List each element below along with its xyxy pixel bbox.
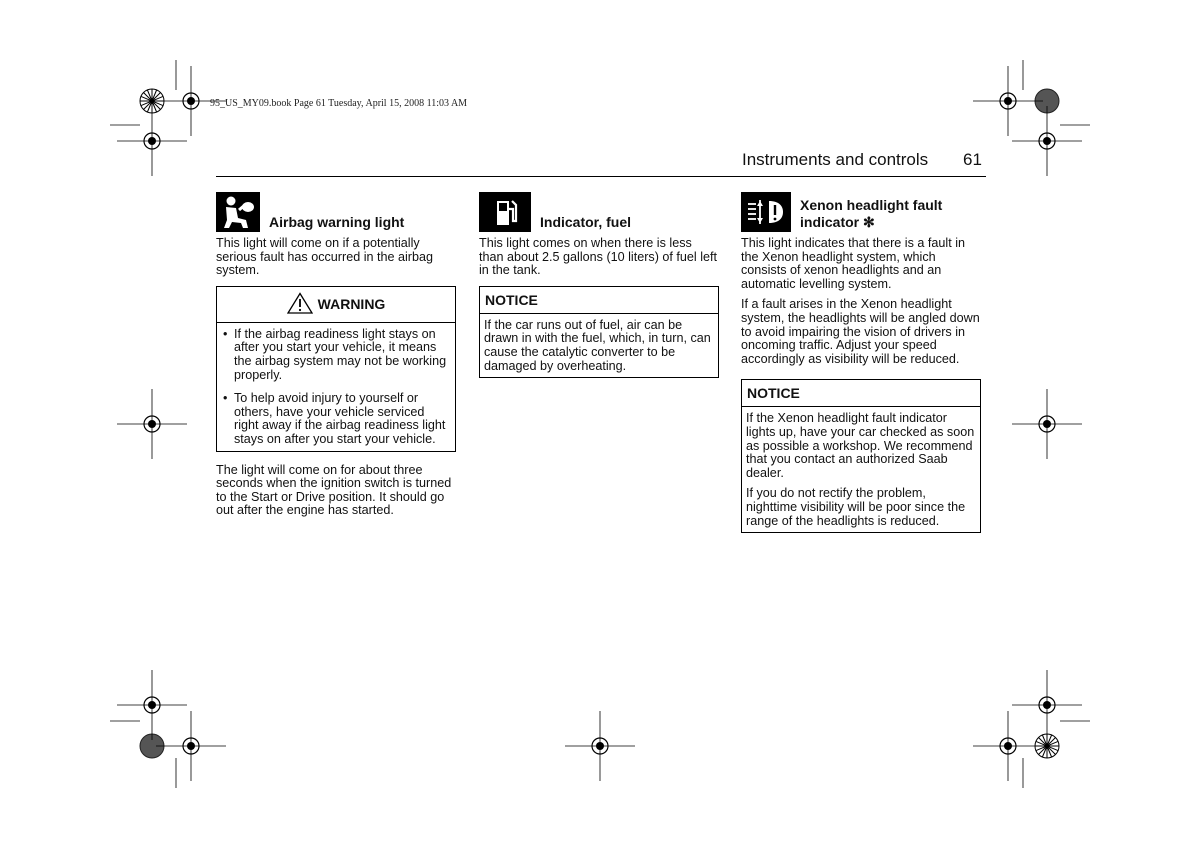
warning-triangle-icon bbox=[287, 292, 313, 317]
airbag-heading bbox=[216, 192, 456, 232]
print-info-line: 95_US_MY09.book Page 61 Tuesday, April 15, 2008 11:03 AM bbox=[210, 98, 468, 109]
xenon-paragraph-1: This light indicates that there is a fault in the Xenon headlight system, which consists of xenon headlights and an automatic levelling system. bbox=[741, 236, 966, 291]
xenon-notice-box bbox=[741, 379, 981, 533]
airbag-title: Airbag warning light bbox=[269, 214, 405, 230]
xenon-title-line1: Xenon headlight fault bbox=[800, 197, 943, 213]
fuel-notice-body: If the car runs out of fuel, air can be drawn in with the fuel, which, in turn, can cause the catalytic converter to be damaged by overheating. bbox=[484, 317, 711, 373]
fuel-title: Indicator, fuel bbox=[540, 214, 632, 230]
airbag-person-icon bbox=[216, 192, 260, 232]
airbag-section bbox=[216, 192, 456, 518]
xenon-title bbox=[800, 197, 942, 231]
airbag-outro: The light will come on for about three seconds when the ignition switch is turned to the Start or Drive position. It should go out after the engine has started. bbox=[216, 462, 452, 518]
warning-heading bbox=[217, 287, 455, 323]
warning-item: • To help avoid injury to yourself or others, have your vehicle serviced right away if the airbag readiness light stays on after you start your vehicle. bbox=[221, 392, 451, 446]
xenon-paragraph-2: If a fault arises in the Xenon headlight system, the headlights will be angled down to avoid impairing the vision of drivers in oncoming traffic. Adjust your speed accordingly as visibility will be reduced. bbox=[741, 297, 980, 366]
fuel-heading bbox=[479, 192, 719, 232]
fuel-notice-heading: NOTICE bbox=[480, 287, 718, 314]
airbag-warning-box bbox=[216, 286, 456, 452]
headlight-fault-icon bbox=[741, 192, 791, 232]
fuel-pump-icon bbox=[479, 192, 531, 232]
warning-title: WARNING bbox=[317, 296, 386, 313]
section-header-title: Instruments and controls bbox=[742, 150, 929, 169]
xenon-notice-text-1: If the Xenon headlight fault indicator lights up, have your car checked as soon as possible a workshop. We recommend that you contact an authorized Saab dealer. bbox=[746, 411, 975, 480]
xenon-notice-text-2: If you do not rectify the problem, nighttime visibility will be poor since the range of the headlights is reduced. bbox=[746, 486, 966, 528]
fuel-intro: This light comes on when there is less than about 2.5 gallons (10 liters) of fuel left in the tank. bbox=[479, 236, 718, 278]
fuel-section bbox=[479, 192, 719, 378]
xenon-title-line2: indicator ✻ bbox=[800, 214, 875, 230]
xenon-section bbox=[741, 192, 981, 533]
xenon-heading bbox=[741, 192, 981, 232]
page-number: 61 bbox=[963, 150, 982, 169]
xenon-notice-body bbox=[742, 407, 980, 532]
fuel-notice-box bbox=[479, 286, 719, 378]
header-rule bbox=[216, 176, 986, 177]
airbag-intro: This light will come on if a potentially serious fault has occurred in the airbag system. bbox=[216, 236, 434, 278]
warning-body bbox=[217, 323, 455, 451]
xenon-notice-heading: NOTICE bbox=[742, 380, 980, 407]
warning-item: • If the airbag readiness light stays on after you start your vehicle, it means the airbag system may not be working properly. bbox=[221, 328, 451, 382]
